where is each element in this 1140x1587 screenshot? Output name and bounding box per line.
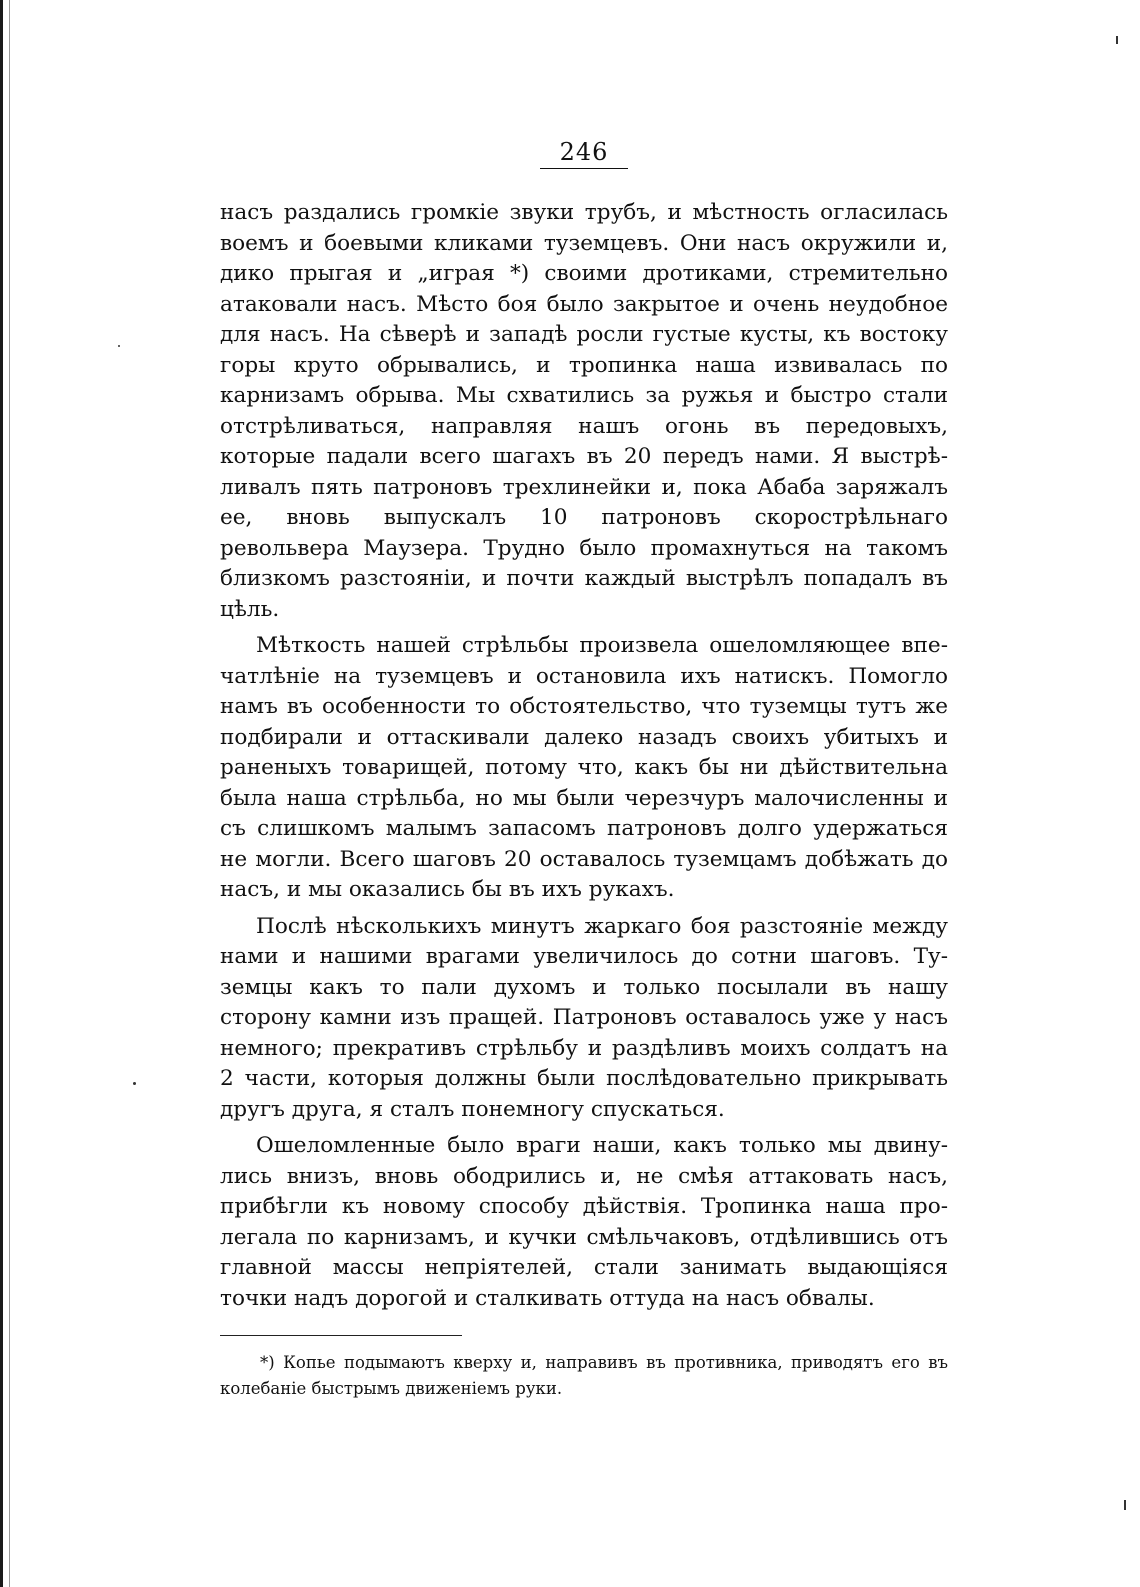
paragraph-2: Мѣткость нашей стрѣльбы произвела ошеломляющее впечатлѣніе на туземцевъ и остановила ихъ натискъ. Помогло намъ въ особенности то обстоятельство, что туземцы тутъ же подбирали и оттаскивали далеко назадъ своихъ убитыхъ и раненыхъ товарищей, потому что, какъ бы ни дѣйствительна была наша стрѣльба, но мы были черезчуръ малочисленны и съ слишкомъ малымъ запасомъ патроновъ долго удержаться не могли. Всего шаговъ 20 оставалось туземцамъ добѣжать до насъ, и мы оказались бы въ ихъ рукахъ. [220, 633, 948, 902]
scan-speck [1124, 1500, 1126, 1510]
footnote-separator [220, 1335, 462, 1336]
scan-speck [1116, 36, 1118, 44]
page-number: 246 [540, 138, 628, 169]
paragraph-4: Ошеломленные было враги наши, какъ только мы двинулись внизъ, вновь ободрились и, не смѣя аттаковать насъ, прибѣгли къ новому способу дѣйствія. Тропинка наша пролегала по карнизамъ, и кучки смѣльчаковъ, отдѣлившись отъ главной массы непріятелей, стали занимать выдающіяся точки надъ дорогой и сталкивать оттуда на насъ обвалы. [220, 1133, 948, 1311]
scan-speck [118, 345, 120, 347]
scan-left-shadow [9, 0, 10, 1587]
paragraph-1: насъ раздались громкіе звуки трубъ, и мѣстность огласилась воемъ и боевыми кликами туземцевъ. Они насъ окружили и, дико прыгая и „играя *) своими дротиками, стремительно атаковали насъ. Мѣсто боя было закрытое и очень неудобное для насъ. На сѣверѣ и западѣ росли густые кусты, къ востоку горы круто обрывались, и тропинка наша извивалась по карнизамъ обрыва. Мы схватились за ружья и быстро стали отстрѣливаться, направляя нашъ огонь въ передовыхъ, которые падали всего шагахъ въ 20 передъ нами. Я выстрѣливалъ пять патроновъ трехлинейки и, пока Абаба заряжалъ ее, вновь выпускалъ 10 патроновъ скорострѣльнаго револьвера Маузера. Трудно было промахнуться на такомъ близкомъ разстояніи, и почти каждый выстрѣлъ попадалъ въ цѣль. [220, 200, 948, 622]
scan-left-edge [0, 0, 3, 1587]
paragraph-3: Послѣ нѣсколькихъ минутъ жаркаго боя разстояніе между нами и нашими врагами увеличилось до сотни шаговъ. Туземцы какъ то пали духомъ и только посылали въ нашу сторону камни изъ пращей. Патроновъ оставалось уже у насъ немного; прекративъ стрѣльбу и раздѣливъ моихъ солдатъ на 2 части, которыя должны были послѣдовательно прикрывать другъ друга, я сталъ понемногу спускаться. [220, 913, 948, 1122]
footnote: *) Копье подымаютъ кверху и, направивъ въ противника, приводятъ его въ колебаніе быстрымъ движеніемъ руки. [220, 1353, 948, 1398]
body-text [220, 198, 948, 1320]
scan-speck [133, 1082, 136, 1085]
